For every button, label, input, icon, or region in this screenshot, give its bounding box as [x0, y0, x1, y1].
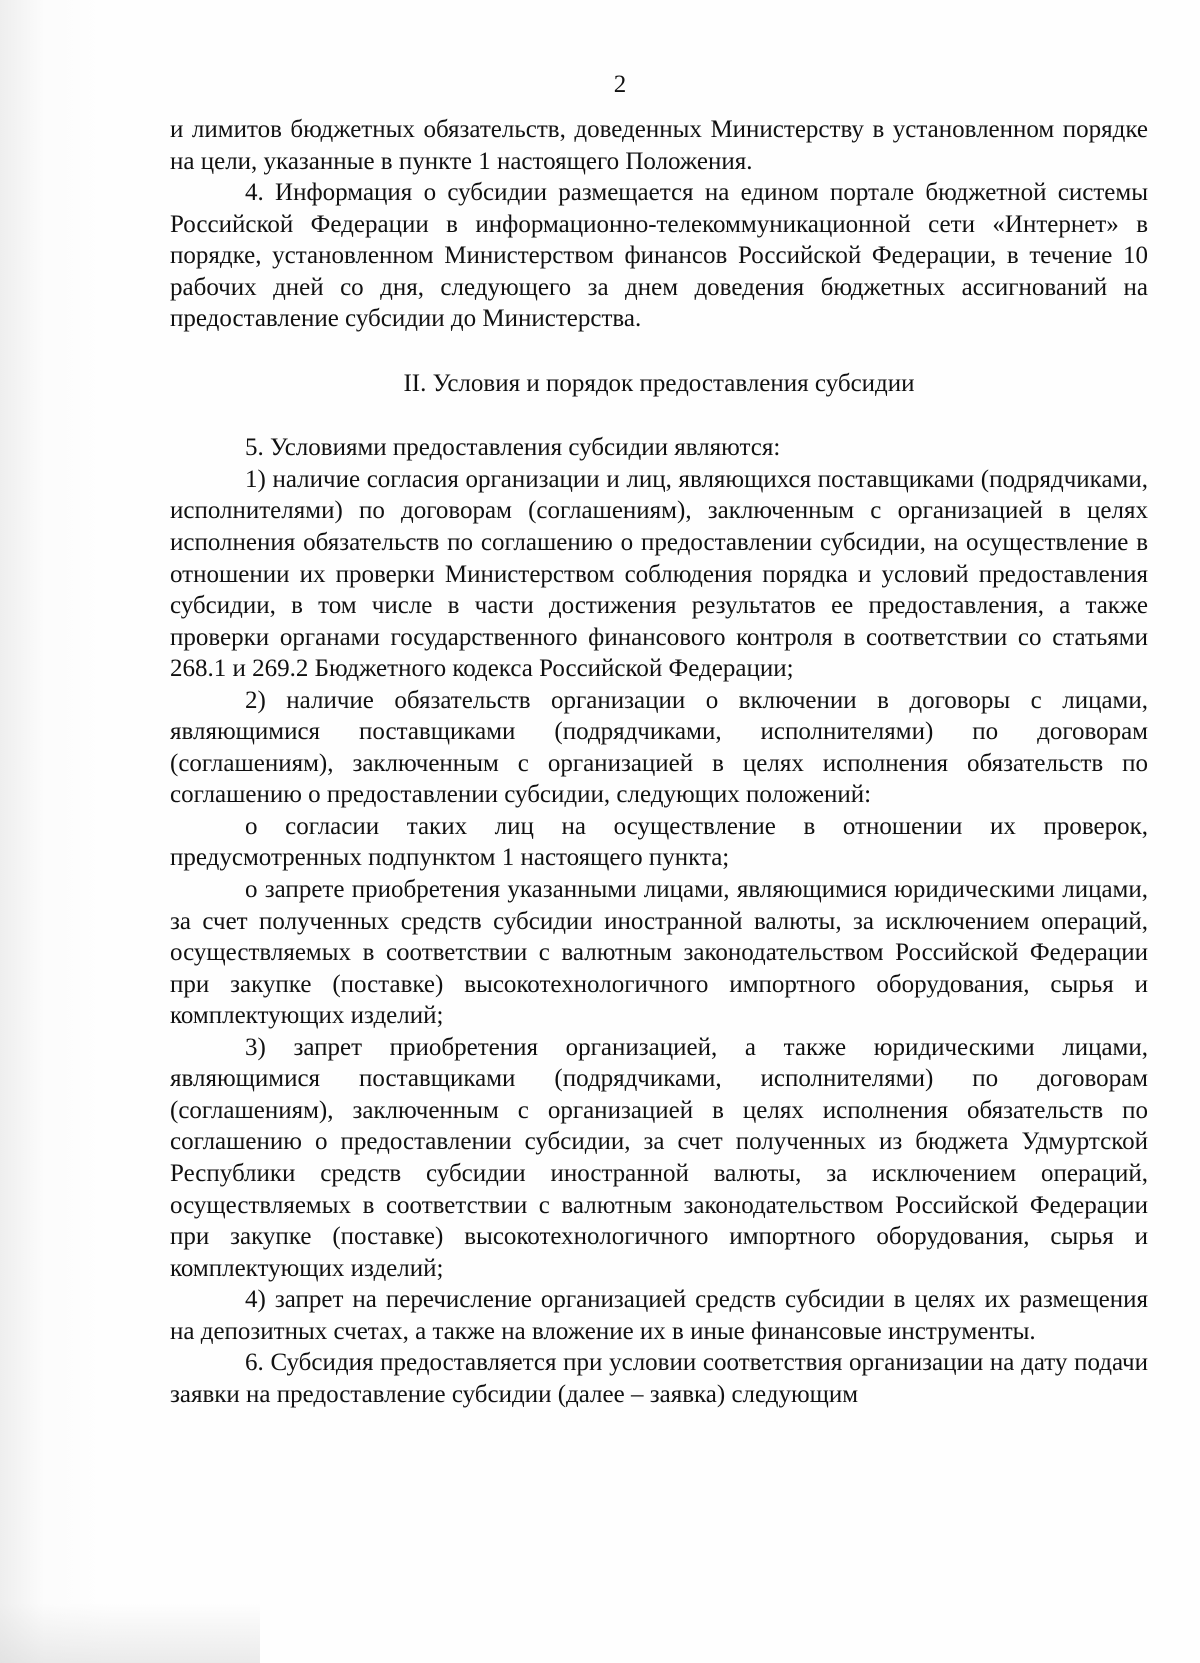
paragraph-subitem-4: 4) запрет на перечисление организацией средств субсидии в целях их размещения на депозитных счетах, а также на вложение их в иные финансовые инструменты. [170, 1286, 1148, 1345]
spacer [170, 335, 1148, 368]
scan-shadow-bottom [0, 1603, 260, 1663]
paragraph-provision-prohibition: о запрете приобретения указанными лицами, являющимися юридическими лицами, за счет полученных средств субсидии иностранной валюты, за исключением операций, осуществляемых в соответствии с валютным законодательством Российской Федерации при закупке (поставке) высокотехнологичного импортного оборудования, сырья и комплектующих изделий; [170, 876, 1148, 1030]
scan-shadow-left [0, 0, 110, 1663]
paragraph-continuation: и лимитов бюджетных обязательств, доведенных Министерству в установленном порядке на цели, указанные в пункте 1 настоящего Положения. [170, 116, 1148, 175]
paragraph-item-5: 5. Условиями предоставления субсидии являются: [245, 434, 781, 462]
page-number: 2 [613, 71, 627, 98]
paragraph-subitem-1: 1) наличие согласия организации и лиц, являющихся поставщиками (подрядчиками, исполнителями) по договорам (соглашениям), заключенным с организацией в целях исполнения обязательств по соглашению о предоставлении субсидии, на осуществление в отношении их проверки Министерством соблюдения порядка и условий предоставления субсидии, в том числе в части достижения результатов ее предоставления, а также проверки органами государственного финансового контроля в соответствии со статьями 268.1 и 269.2 Бюджетного кодекса Российской Федерации; [170, 465, 1148, 683]
spacer [170, 399, 1148, 432]
paragraph-item-6: 6. Субсидия предоставляется при условии соответствия организации на дату подачи заявки на предоставление субсидии (далее – заявка) следующим [170, 1349, 1148, 1408]
paragraph-provision-consent: о согласии таких лиц на осуществление в отношении их проверок, предусмотренных подпунктом 1 настоящего пункта; [170, 812, 1148, 872]
paragraph-subitem-3: 3) запрет приобретения организацией, а также юридическими лицами, являющимися поставщиками (подрядчиками, исполнителями) по договорам (соглашениям), заключенным с организацией в целях исполнения обязательств по соглашению о предоставлении субсидии, за счет полученных из бюджета Удмуртской Республики средств субсидии иностранной валюты, за исключением операций, осуществляемых в соответствии с валютным законодательством Российской Федерации при закупке (поставке) высокотехнологичного импортного оборудования, сырья и комплектующих изделий; [170, 1033, 1148, 1282]
document-body [170, 114, 1148, 1410]
paragraph-item-4: 4. Информация о субсидии размещается на едином портале бюджетной системы Российской Федерации в информационно-телекоммуникационной сети «Интернет» в порядке, установленном Министерством финансов Российской Федерации, в течение 10 рабочих дней со дня, следующего за днем доведения бюджетных ассигнований на предоставление субсидии до Министерства. [170, 179, 1148, 333]
section-heading: II. Условия и порядок предоставления субсидии [403, 369, 915, 397]
paragraph-subitem-2: 2) наличие обязательств организации о включении в договоры с лицами, являющимися поставщиками (подрядчиками, исполнителями) по договорам (соглашениям), заключенным с организацией в целях исполнения обязательств по соглашению о предоставлении субсидии, следующих положений: [170, 686, 1148, 809]
